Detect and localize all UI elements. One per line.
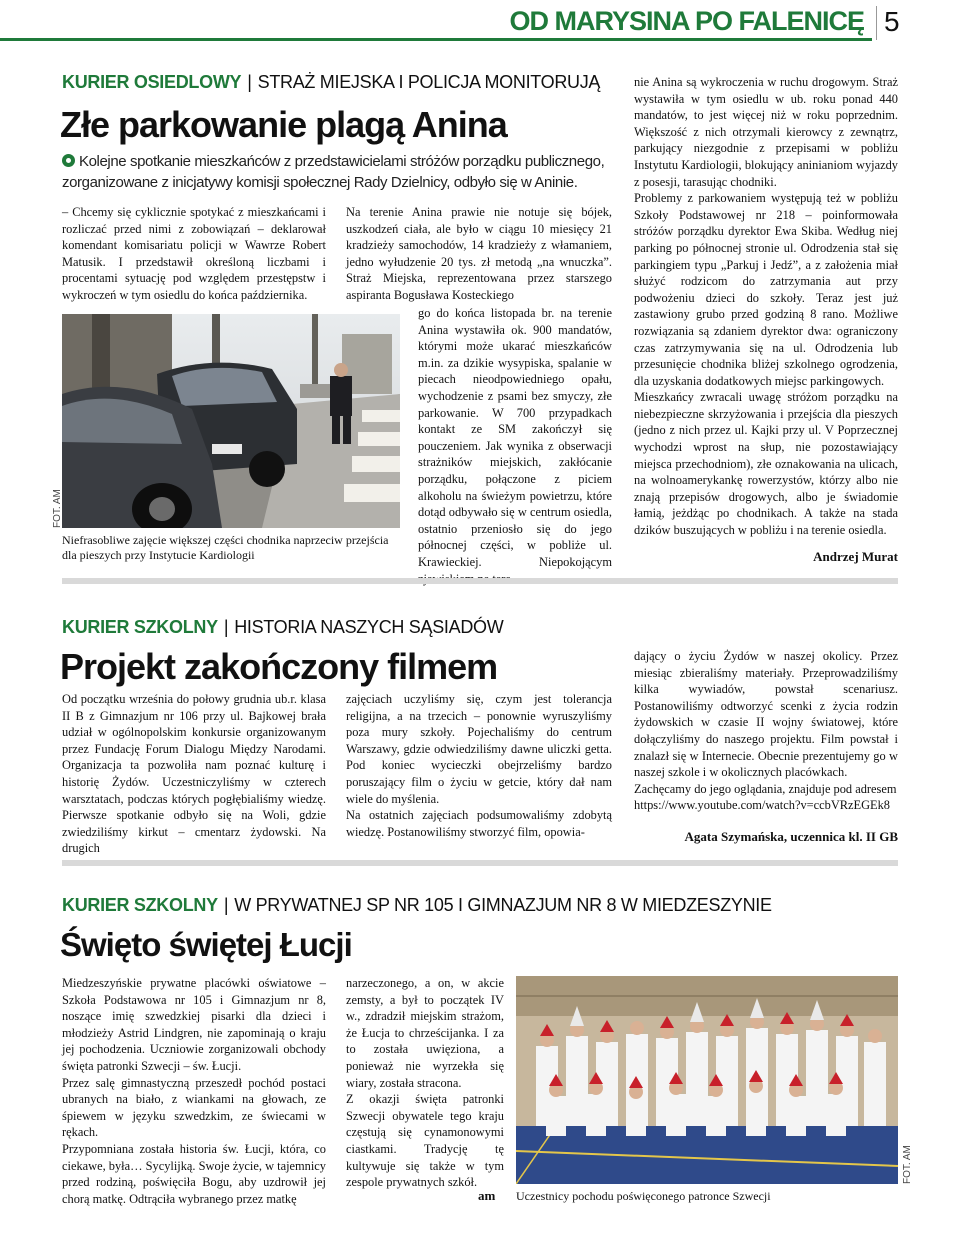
article2-kicker: [62, 617, 503, 638]
article2-column-3: [634, 648, 898, 814]
article3-column-1: [62, 975, 326, 1207]
paragraph: dający o życiu Żydów w naszej okolicy. Przez miesiąc zbieraliśmy materiały. Przeprowadziliśmy kilka wywiadów, powstał scenariusz. Postanowiliśmy odtworzyć scenki z życia rodzin żydowskich w czasie II wojny światowej, które dołączyliśmy do naszego projektu. Film powstał i znalazł się w Internecie. Obecnie prezentujemy go w naszej szkole i w okolicznych placówkach.: [634, 649, 898, 780]
paragraph: nie Anina są wykroczenia w ruchu drogowym. Straż wystawiła w tym osiedlu w ub. roku ponad 440 mandatów, to jest więcej niż w roku poprzednim. Większość z nich otrzymali kierowcy z zewnątrz, parkujący niezgodnie z przepisami w pobliżu Instytutu Kardiologii, blokujący aninianiom wyjazdy z posesji, tarasując chodniki.: [634, 75, 898, 189]
page-header: [0, 0, 960, 48]
paragraph: Mieszkańcy zwracali uwagę stróżom porządku na niebezpieczne skrzyżowania i przejścia dla pieszych (jedno z nich przez ul. Kajki przy ul. V Poprzecznej wychodzi wprost na słup, nie pozostawiający miejsca przechodniom), złe oznakowania na ulicach, na wolnoamerykankę rowerzystów, którzy albo nie znają przepisów drogowych, albo je świadomie łamią, jeżdżąc po chodnikach. A także na stada dzików buszujących w pobliżu i na terenie osiedla.: [634, 390, 898, 538]
section-divider: [62, 578, 898, 584]
paragraph: zajęciach uczyliśmy się, czym jest tolerancja religijna, a na trzecich – ponownie wyruszyliśmy poza mury szkoły. Pojechaliśmy do centrum Warszawy, gdzie odwiedziliśmy dawne uliczki getta. Pod koniec wycieczki obejrzeliśmy bardzo poruszający film o życiu w getcie, który dał nam wiele do myślenia.: [346, 692, 612, 806]
article2-title: Projekt zakończony filmem: [60, 646, 498, 687]
kicker-separator: |: [247, 72, 252, 92]
article3-column-2: [346, 975, 504, 1191]
article3-kicker-topic: W PRYWATNEJ SP NR 105 I GIMNAZJUM NR 8 W MIEDZESZYNIE: [234, 895, 772, 915]
article2-column-2: [346, 691, 612, 840]
paragraph: Miedzeszyńskie prywatne placówki oświatowe – Szkoła Podstawowa nr 105 i Gimnazjum nr 8, noszące imię szwedzkiej pisarki dla dzieci i młodzieży Astrid Lindgren, nie zapominają o kraju jej pochodzenia. Uczniowie zorganizowali obchody święta patronki Szwecji – św. Łucji.: [62, 976, 326, 1073]
paragraph: Z okazji święta patronki Szwecji obywatele tego kraju częstują się cynamonowymi ciastkami. Tradycję tę kultywuje się także w tym zespole prywatnych szkół.: [346, 1092, 504, 1190]
article1-lead: [62, 151, 622, 193]
paragraph: Problemy z parkowaniem występują też w pobliżu Szkoły Podstawowej nr 218 – poinformowała stróżów porządku dyrektor Ewa Skiba. Według niej parking po północnej stronie ul. Odrodzenia stał się parkingiem typu „Parkuj i Jedź”, a z założenia miał służyć rodzicom do zatrzymania aut przy podwożeniu dzieci do szkoły. Teraz jest już zastawiony grubo przed godziną 8 rano. Możliwe rozwiązania są zdaniem dyrektor dwa: ograniczony czas zatrzymywania się na ul. Odrodzenia lub przesunięcie chodnika bliżej szkolnego ogrodzenia, dla uzyskania dodatkowych miejsc parkingowych.: [634, 191, 898, 388]
article3-author: am: [478, 1188, 496, 1203]
kicker-separator: |: [223, 895, 229, 915]
article3-photo-caption: Uczestnicy pochodu poświęconego patronce Szwecji: [516, 1189, 771, 1203]
article1-column-3: [634, 74, 898, 539]
article2-kicker-topic: HISTORIA NASZYCH SĄSIADÓW: [234, 617, 504, 637]
article1-kicker: [62, 72, 600, 93]
paragraph: Na ostatnich zajęciach podsumowaliśmy zdobytą wiedzę. Postanowiliśmy stworzyć film, opowia-: [346, 808, 612, 839]
article1-column-2-bottom: [418, 305, 612, 587]
paragraph: narzeczonego, a on, w akcie zemsty, a był to początek IV w., zdradził miejskim strażom, że Łucja to chrześcijanka. I za to została uwięziona, a ponieważ nie wyrzekła się wiary, została stracona.: [346, 976, 504, 1090]
article2-column-1: [62, 691, 326, 857]
article3-title: Święto świętej Łucji: [60, 926, 352, 963]
article1-photo-credit: FOT. AM: [52, 489, 63, 528]
section-title: OD MARYSINA PO FALENICĘ: [509, 6, 864, 36]
paragraph: Od początku września do połowy grudnia ub.r. klasa II B z Gimnazjum nr 106 przy ul. Bajkowej brała udział w ogólnopolskim konkursie organizowanym przez Fundację Forum Dialogu Między Narodami. Organizacja ta pozwoliła nam poznać kulturę i historię Żydów. Uczestniczyliśmy w czterech warsztatach, podczas których pogłębialiśmy wiedzę. Pierwsze spotkanie odbyło się na Woli, gdzie zwiedziliśmy kirkut – cmentarz żydowski. Na drugich: [62, 692, 326, 856]
article1-column-1: [62, 204, 326, 304]
section-divider: [62, 860, 898, 866]
paragraph: Na terenie Anina prawie nie notuje się bójek, uszkodzeń ciała, ale było w ciągu 10 miesięcy 21 kradzieży samochodów, 14 kradzieży z włamaniem, jedno wyłudzenie 20 tys. zł metodą „na wnuczka”. Straż Miejska, reprezentowana przez starszego aspiranta Bogusława Kosteckiego: [346, 205, 612, 302]
header-rule: [0, 38, 872, 41]
article1-column-2-top: [346, 204, 612, 304]
paragraph: Przypomniana została historia św. Łucji, która, co ciekawe, była… Sycylijką. Swoje życie, w tajemnicy przed rodziną, poświęciła Bogu, aby uzdrowił jej chorą matkę. Odtrąciła wybranego przez matkę: [62, 1141, 326, 1206]
article1-author: Andrzej Murat: [813, 549, 898, 564]
article1-kicker-brand: KURIER OSIEDLOWY: [62, 72, 242, 92]
article3-photo-credit: FOT. AM: [902, 1145, 913, 1184]
article3-kicker-brand: KURIER SZKOLNY: [62, 895, 218, 915]
article1-lead-text: Kolejne spotkanie mieszkańców z przedstawicielami stróżów porządku publicznego, zorganizowane z inicjatywy komisji społecznej Rady Dzielnicy, odbyło się w Aninie.: [62, 153, 605, 191]
article1-photo: [62, 314, 400, 528]
paragraph: Zachęcamy do jego oglądania, znajduje pod adresem https://www.youtube.com/watch?v=ccbVRzEGEk8: [634, 781, 897, 813]
header-divider: [876, 6, 877, 40]
paragraph: Przez salę gimnastyczną przeszedł pochód postaci ubranych na biało, z wiankami na głowach, ze śpiewem w języku szwedzkim, ze świecami w rękach.: [62, 1075, 326, 1140]
article1-photo-caption: Niefrasobliwe zajęcie większej części chodnika naprzeciw przejścia dla pieszych przy Instytucie Kardiologii: [62, 533, 389, 562]
article3-kicker: [62, 895, 772, 916]
paragraph: go do końca listopada br. na terenie Anina wystawiła ok. 900 mandatów, którymi może ukarać mieszkańców m.in. za dzikie wysypiska, spalanie w piecach nieodpowiedniego opału, wychodzenie z psami bez smyczy, złe parkowanie. W 700 przypadkach kontakt ze SM zakończył się pouczeniem. Jak wynika z obserwacji strażników miejskich, zakłócanie porządku, połączone z piciem alkoholu na świeżym powietrzu, które dotąd odbywało się w centrum osiedla, ostatnio przeniosło się do jego północnej części, w pobliże ul. Krawieckiej. Niepokojącym: [418, 306, 612, 569]
target-icon: [62, 154, 75, 167]
street-parking-photo: [62, 314, 400, 528]
paragraph: – Chcemy się cyklicznie spotykać z mieszkańcami i rozliczać przed nimi z zobowiązań – deklarował komendant komisariatu policji w Wawrze Robert Matusik. I przedstawił określoną liczbami i procentami sytuację pod względem przestępstw i wykroczeń w tym osiedlu do końca października.: [62, 205, 326, 302]
article1-kicker-topic: STRAŻ MIEJSKA I POLICJA MONITORUJĄ: [257, 72, 601, 92]
article3-photo: [516, 976, 898, 1184]
st-lucia-procession-photo: [516, 976, 898, 1184]
article2-author: Agata Szymańska, uczennica kl. II GB: [684, 829, 898, 844]
page-number: 5: [884, 6, 900, 37]
kicker-separator: |: [223, 617, 229, 637]
article2-kicker-brand: KURIER SZKOLNY: [62, 617, 218, 637]
article1-title: Złe parkowanie plagą Anina: [60, 104, 507, 145]
